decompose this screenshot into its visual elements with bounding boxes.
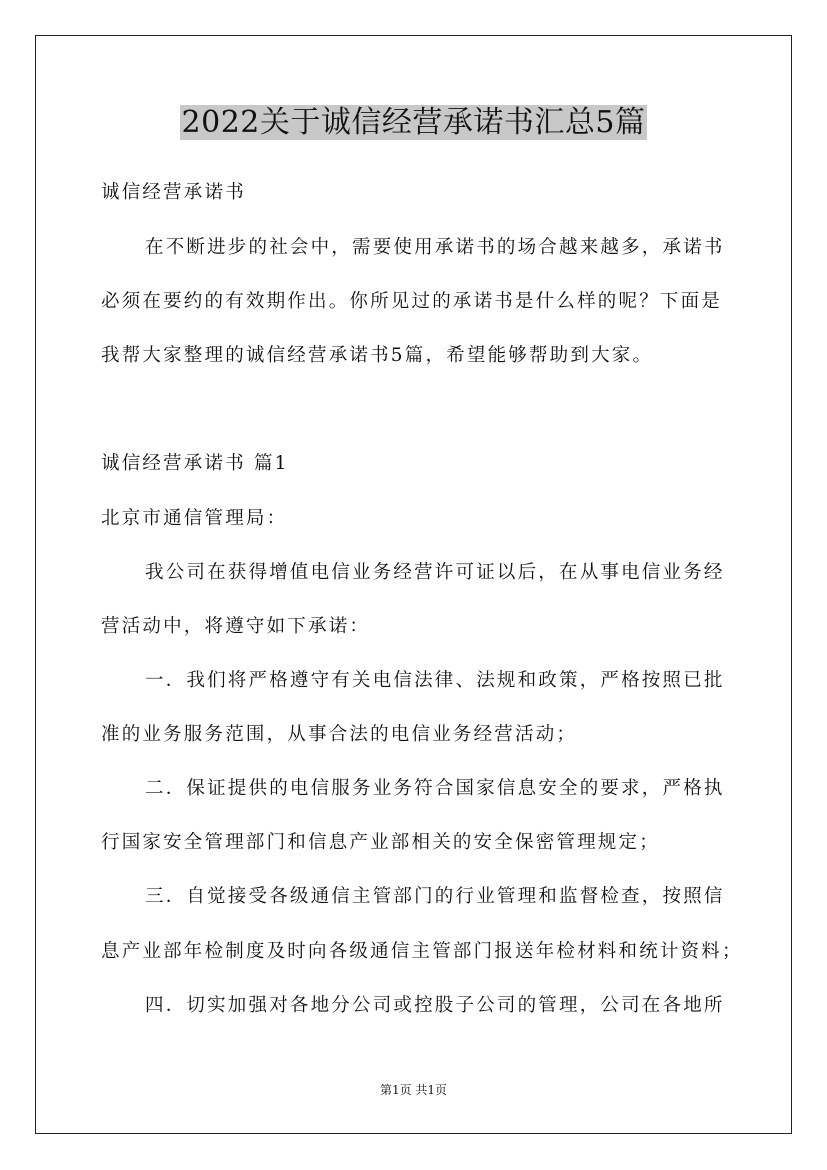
paragraph-line: 三．自觉接受各级通信主管部门的行业管理和监督检查，按照信 — [145, 886, 725, 907]
paragraph-line: 在不断进步的社会中，需要使用承诺书的场合越来越多，承诺书 — [145, 237, 725, 258]
paragraph-line: 二．保证提供的电信服务业务符合国家信息安全的要求，严格执 — [145, 778, 725, 799]
paragraph-line: 准的业务服务范围，从事合法的电信业务经营活动； — [101, 724, 578, 745]
section-heading: 诚信经营承诺书 — [101, 182, 246, 203]
page-number-footer: 第1页 共1页 — [379, 1083, 448, 1097]
document-title: 2022关于诚信经营承诺书汇总5篇 — [181, 105, 646, 140]
section-heading: 诚信经营承诺书 篇1 — [101, 453, 289, 474]
document-title-block — [0, 103, 827, 143]
paragraph-line: 我公司在获得增值电信业务经营许可证以后，在从事电信业务经 — [145, 562, 725, 583]
addressee-line: 北京市通信管理局： — [101, 508, 288, 529]
paragraph-line: 一．我们将严格遵守有关电信法律、法规和政策，严格按照已批 — [145, 670, 725, 691]
paragraph-line: 营活动中，将遵守如下承诺： — [101, 616, 371, 637]
paragraph-line: 我帮大家整理的诚信经营承诺书5篇，希望能够帮助到大家。 — [101, 345, 654, 366]
paragraph-line: 四．切实加强对各地分公司或控股子公司的管理，公司在各地所 — [145, 995, 725, 1016]
paragraph-line: 行国家安全管理部门和信息产业部相关的安全保密管理规定； — [101, 832, 660, 853]
paragraph-line: 必须在要约的有效期作出。你所见过的承诺书是什么样的呢？下面是 — [101, 291, 723, 312]
paragraph-line: 息产业部年检制度及时向各级通信主管部门报送年检材料和统计资料； — [101, 941, 743, 962]
